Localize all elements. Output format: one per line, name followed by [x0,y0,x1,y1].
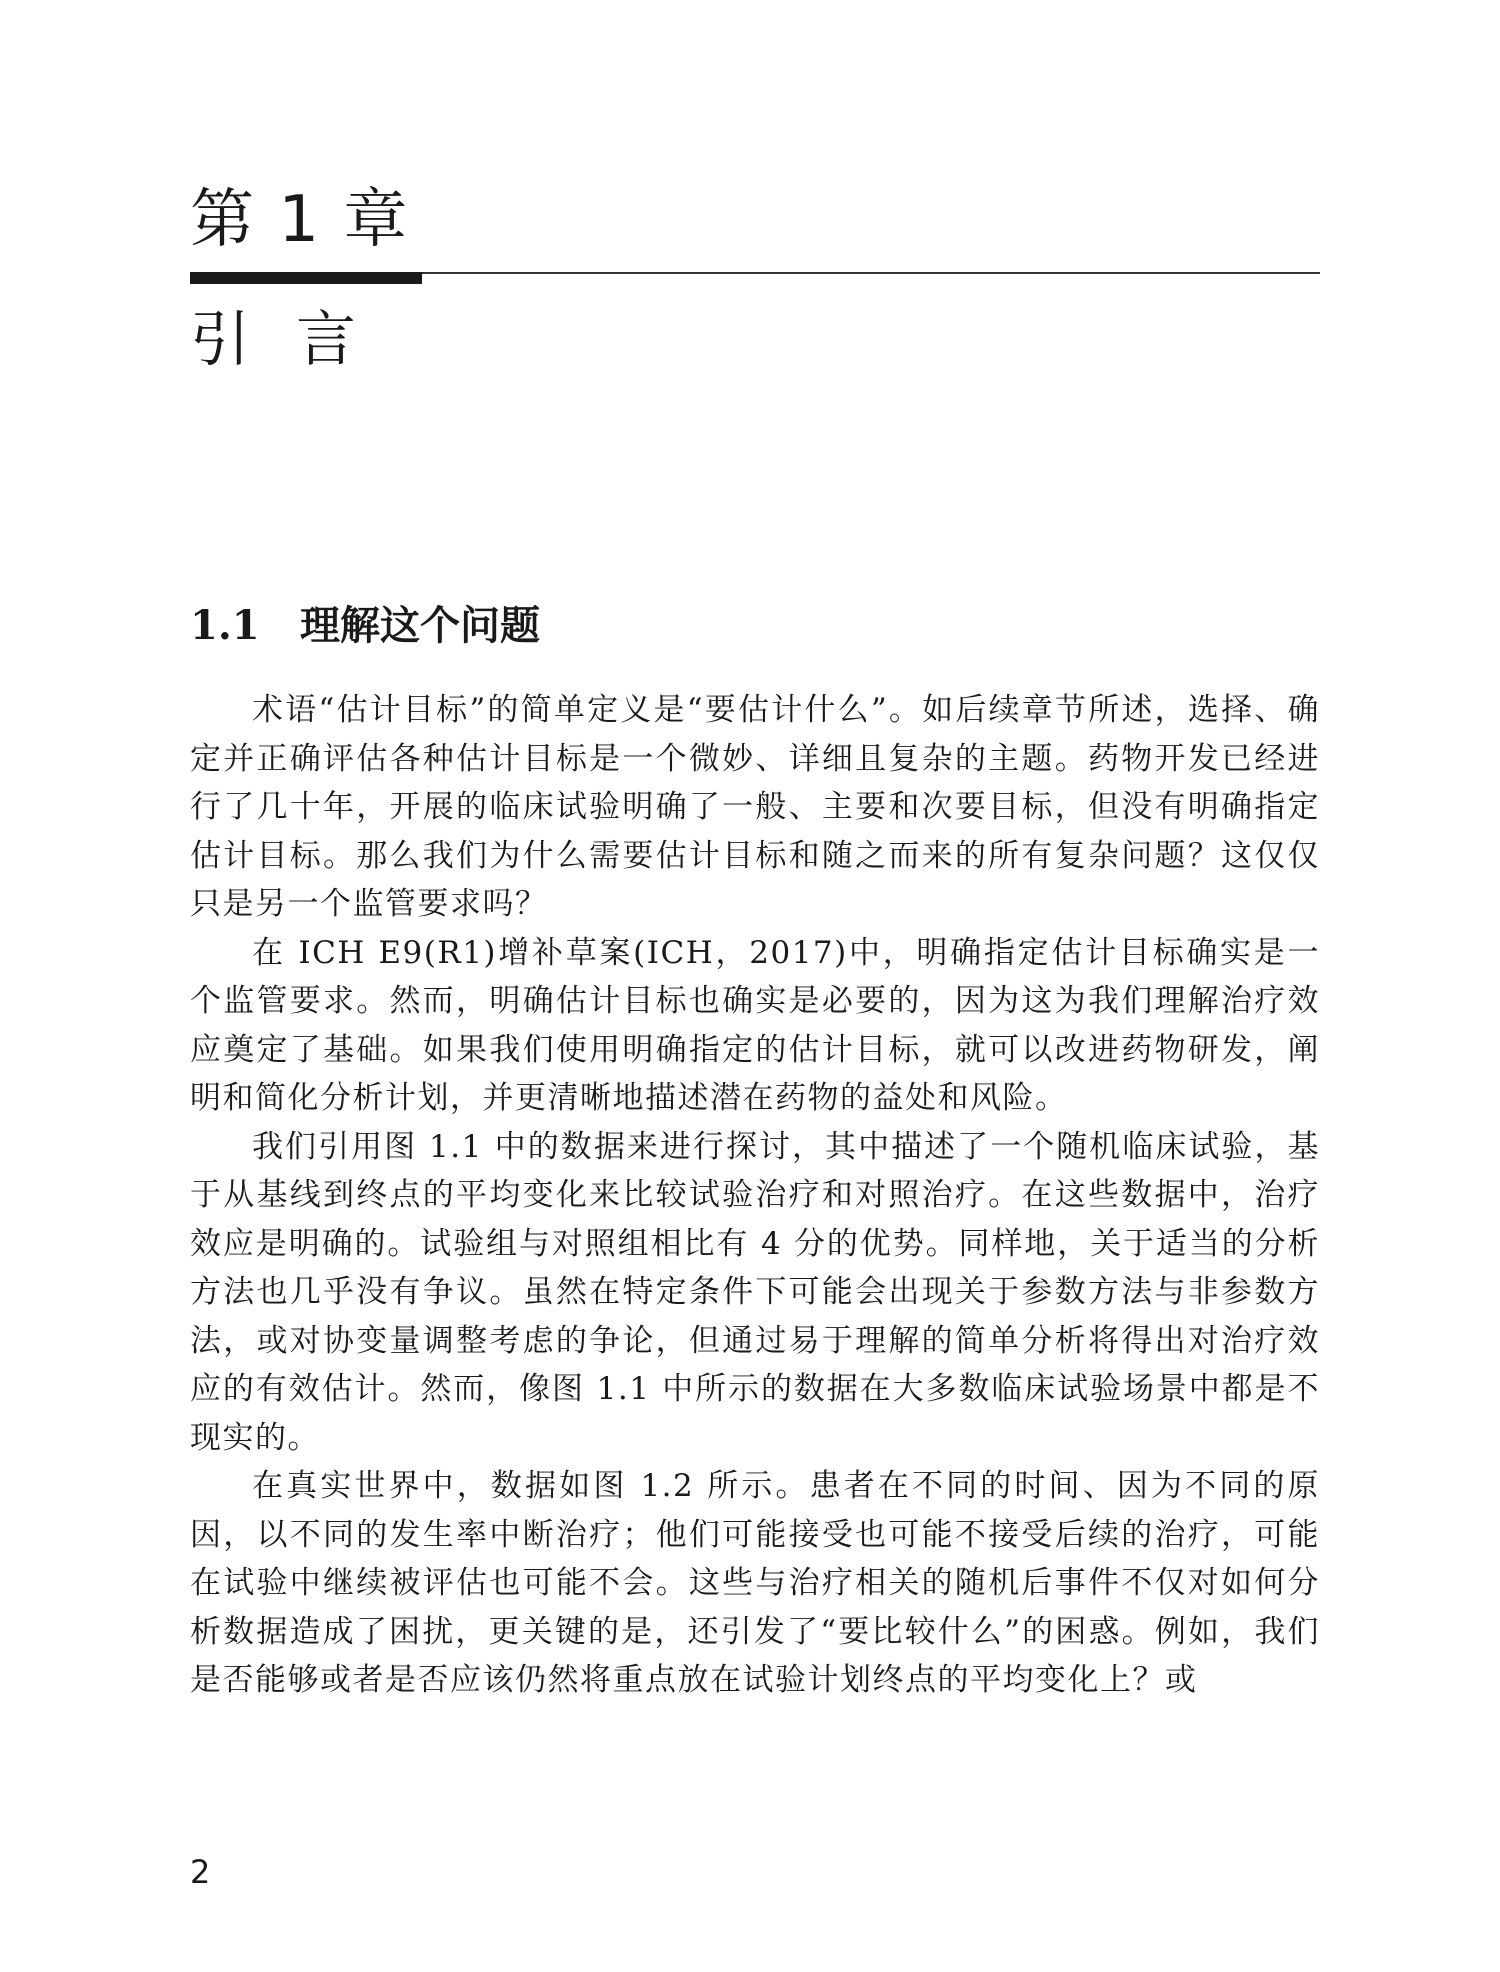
chapter-title: 引言 [190,305,402,375]
page-number: 2 [190,1853,211,1891]
paragraph: 我们引用图 1.1 中的数据来进行探讨，其中描述了一个随机临床试验，基于从基线到终点的平均变化来比较试验治疗和对照治疗。在这些数据中，治疗效应是明确的。试验组与对照组相比有 4 分的优势。同样地，关于适当的分析方法也几乎没有争议。虽然在特定条件下可能会出现关于参数方法与非参数方法，或对协变量调整考虑的争论，但通过易于理解的简单分析将得出对治疗效应的有效估计。然而，像图 1.1 中所示的数据在大多数临床试验场景中都是不现实的。 [190,1128,1320,1456]
section-title: 理解这个问题 [300,602,540,649]
chapter-rule-accent [190,272,422,284]
paragraph: 术语“估计目标”的简单定义是“要估计什么”。如后续章节所述，选择、确定并正确评估各种估计目标是一个微妙、详细且复杂的主题。药物开发已经进行了几十年，开展的临床试验明确了一般、主要和次要目标，但没有明确指定估计目标。那么我们为什么需要估计目标和随之而来的所有复杂问题？这仅仅只是另一个监管要求吗？ [190,692,1320,922]
section-heading [190,596,540,656]
section-number: 1.1 [190,602,260,649]
paragraph: 在 ICH E9(R1)增补草案(ICH，2017)中，明确指定估计目标确实是一个监管要求。然而，明确估计目标也确实是必要的，因为这为我们理解治疗效应奠定了基础。如果我们使用明确指定的估计目标，就可以改进药物研发，阐明和简化分析计划，并更清晰地描述潜在药物的益处和风险。 [190,934,1320,1116]
paragraph: 在真实世界中，数据如图 1.2 所示。患者在不同的时间、因为不同的原因，以不同的发生率中断治疗；他们可能接受也可能不接受后续的治疗，可能在试验中继续被评估也可能不会。这些与治疗相关的随机后事件不仅对如何分析数据造成了困扰，更关键的是，还引发了“要比较什么”的困惑。例如，我们是否能够或者是否应该仍然将重点放在试验计划终点的平均变化上？或 [190,1468,1320,1698]
chapter-label: 第 1 章 [190,183,410,257]
body-text [190,686,1320,1705]
